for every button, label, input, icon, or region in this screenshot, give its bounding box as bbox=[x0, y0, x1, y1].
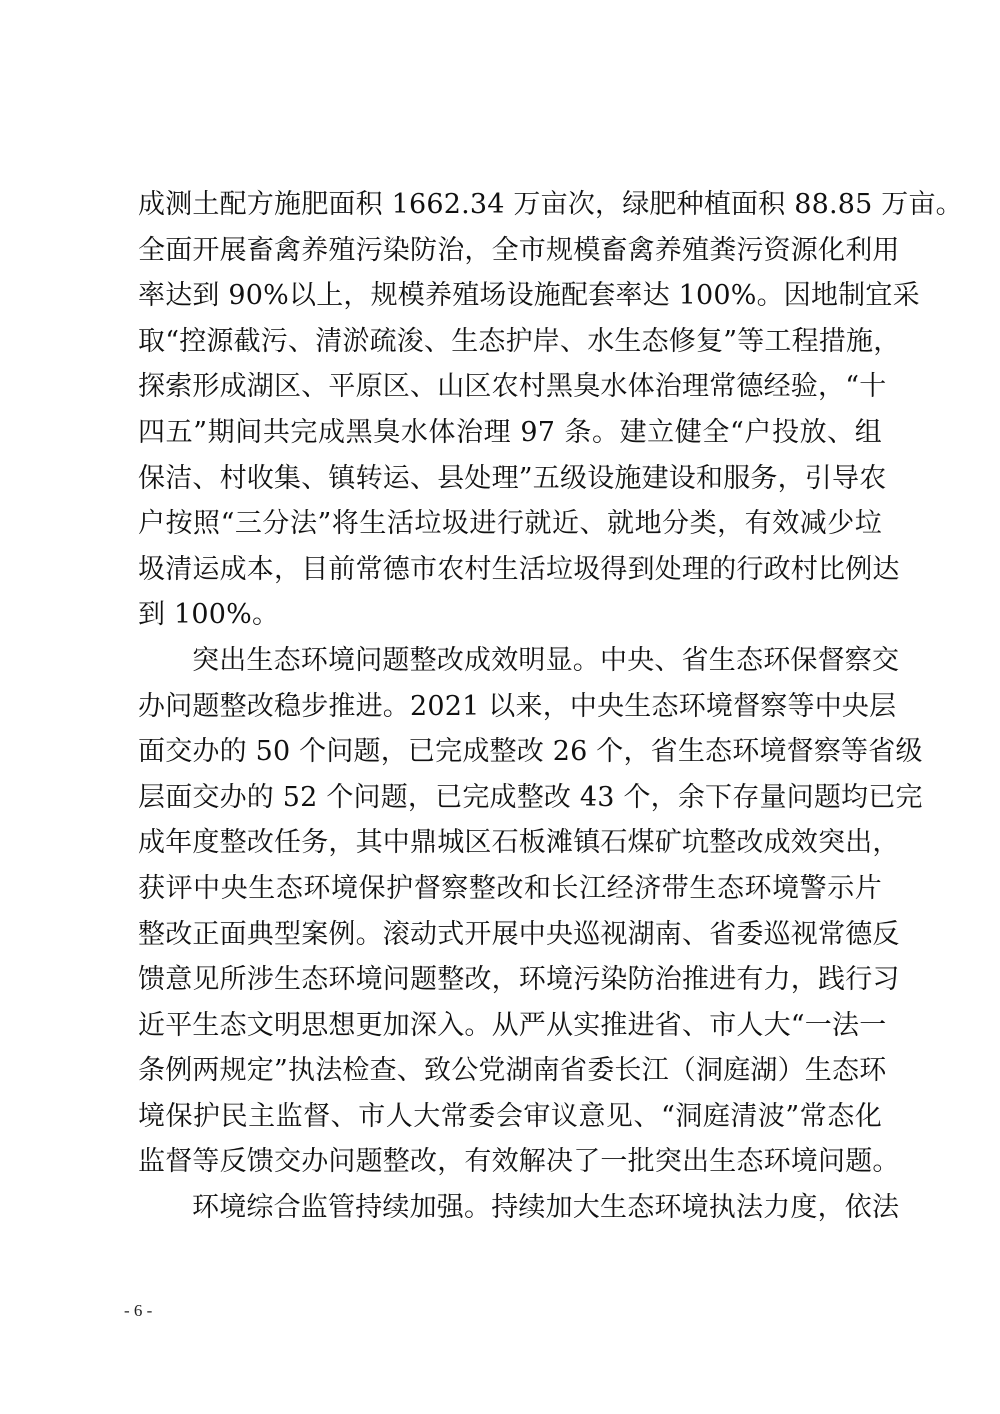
text-line: 全面开展畜禽养殖污染防治，全市规模畜禽养殖粪污资源化利用 bbox=[138, 234, 900, 266]
paragraph-start-line: 环境综合监管持续加强。持续加大生态环境执法力度，依法 bbox=[192, 1192, 900, 1224]
text-line: 境保护民主监督、市人大常委会审议意见、“洞庭清波”常态化 bbox=[138, 1100, 882, 1132]
text-line: 保洁、村收集、镇转运、县处理”五级设施建设和服务，引导农 bbox=[138, 462, 887, 494]
text-line: 成年度整改任务，其中鼎城区石板滩镇石煤矿坑整改成效突出， bbox=[138, 827, 900, 859]
document-body bbox=[138, 182, 963, 1231]
text-line: 率达到 90%以上，规模养殖场设施配套率达 100%。因地制宜采 bbox=[138, 280, 920, 312]
paragraph-start-line: 突出生态环境问题整改成效明显。中央、省生态环保督察交 bbox=[192, 644, 900, 676]
text-line: 户按照“三分法”将生活垃圾进行就近、就地分类，有效减少垃 bbox=[138, 508, 882, 540]
text-line: 条例两规定”执法检查、致公党湖南省委长江（洞庭湖）生态环 bbox=[138, 1055, 887, 1087]
text-line: 近平生态文明思想更加深入。从严从实推进省、市人大“一法一 bbox=[138, 1009, 887, 1041]
text-line: 四五”期间共完成黑臭水体治理 97 条。建立健全“户投放、组 bbox=[138, 416, 882, 448]
text-line: 圾清运成本，目前常德市农村生活垃圾得到处理的行政村比例达 bbox=[138, 553, 900, 585]
text-line: 层面交办的 52 个问题，已完成整改 43 个，余下存量问题均已完 bbox=[138, 781, 923, 813]
text-line: 馈意见所涉生态环境问题整改，环境污染防治推进有力，践行习 bbox=[138, 964, 900, 996]
page-number: - 6 - bbox=[124, 1301, 153, 1320]
text-line: 成测土配方施肥面积 1662.34 万亩次，绿肥种植面积 88.85 万亩。 bbox=[138, 189, 963, 220]
text-line: 办问题整改稳步推进。2021 以来，中央生态环境督察等中央层 bbox=[138, 690, 897, 722]
text-line: 获评中央生态环境保护督察整改和长江经济带生态环境警示片 bbox=[138, 872, 882, 904]
text-line: 取“控源截污、清淤疏浚、生态护岸、水生态修复”等工程措施， bbox=[138, 325, 901, 357]
text-line: 面交办的 50 个问题，已完成整改 26 个，省生态环境督察等省级 bbox=[138, 736, 923, 768]
text-line: 到 100%。 bbox=[138, 599, 280, 631]
text-line: 探索形成湖区、平原区、山区农村黑臭水体治理常德经验，“十 bbox=[138, 371, 887, 403]
text-line: 整改正面典型案例。滚动式开展中央巡视湖南、省委巡视常德反 bbox=[138, 918, 900, 950]
text-line: 监督等反馈交办问题整改，有效解决了一批突出生态环境问题。 bbox=[138, 1146, 900, 1178]
